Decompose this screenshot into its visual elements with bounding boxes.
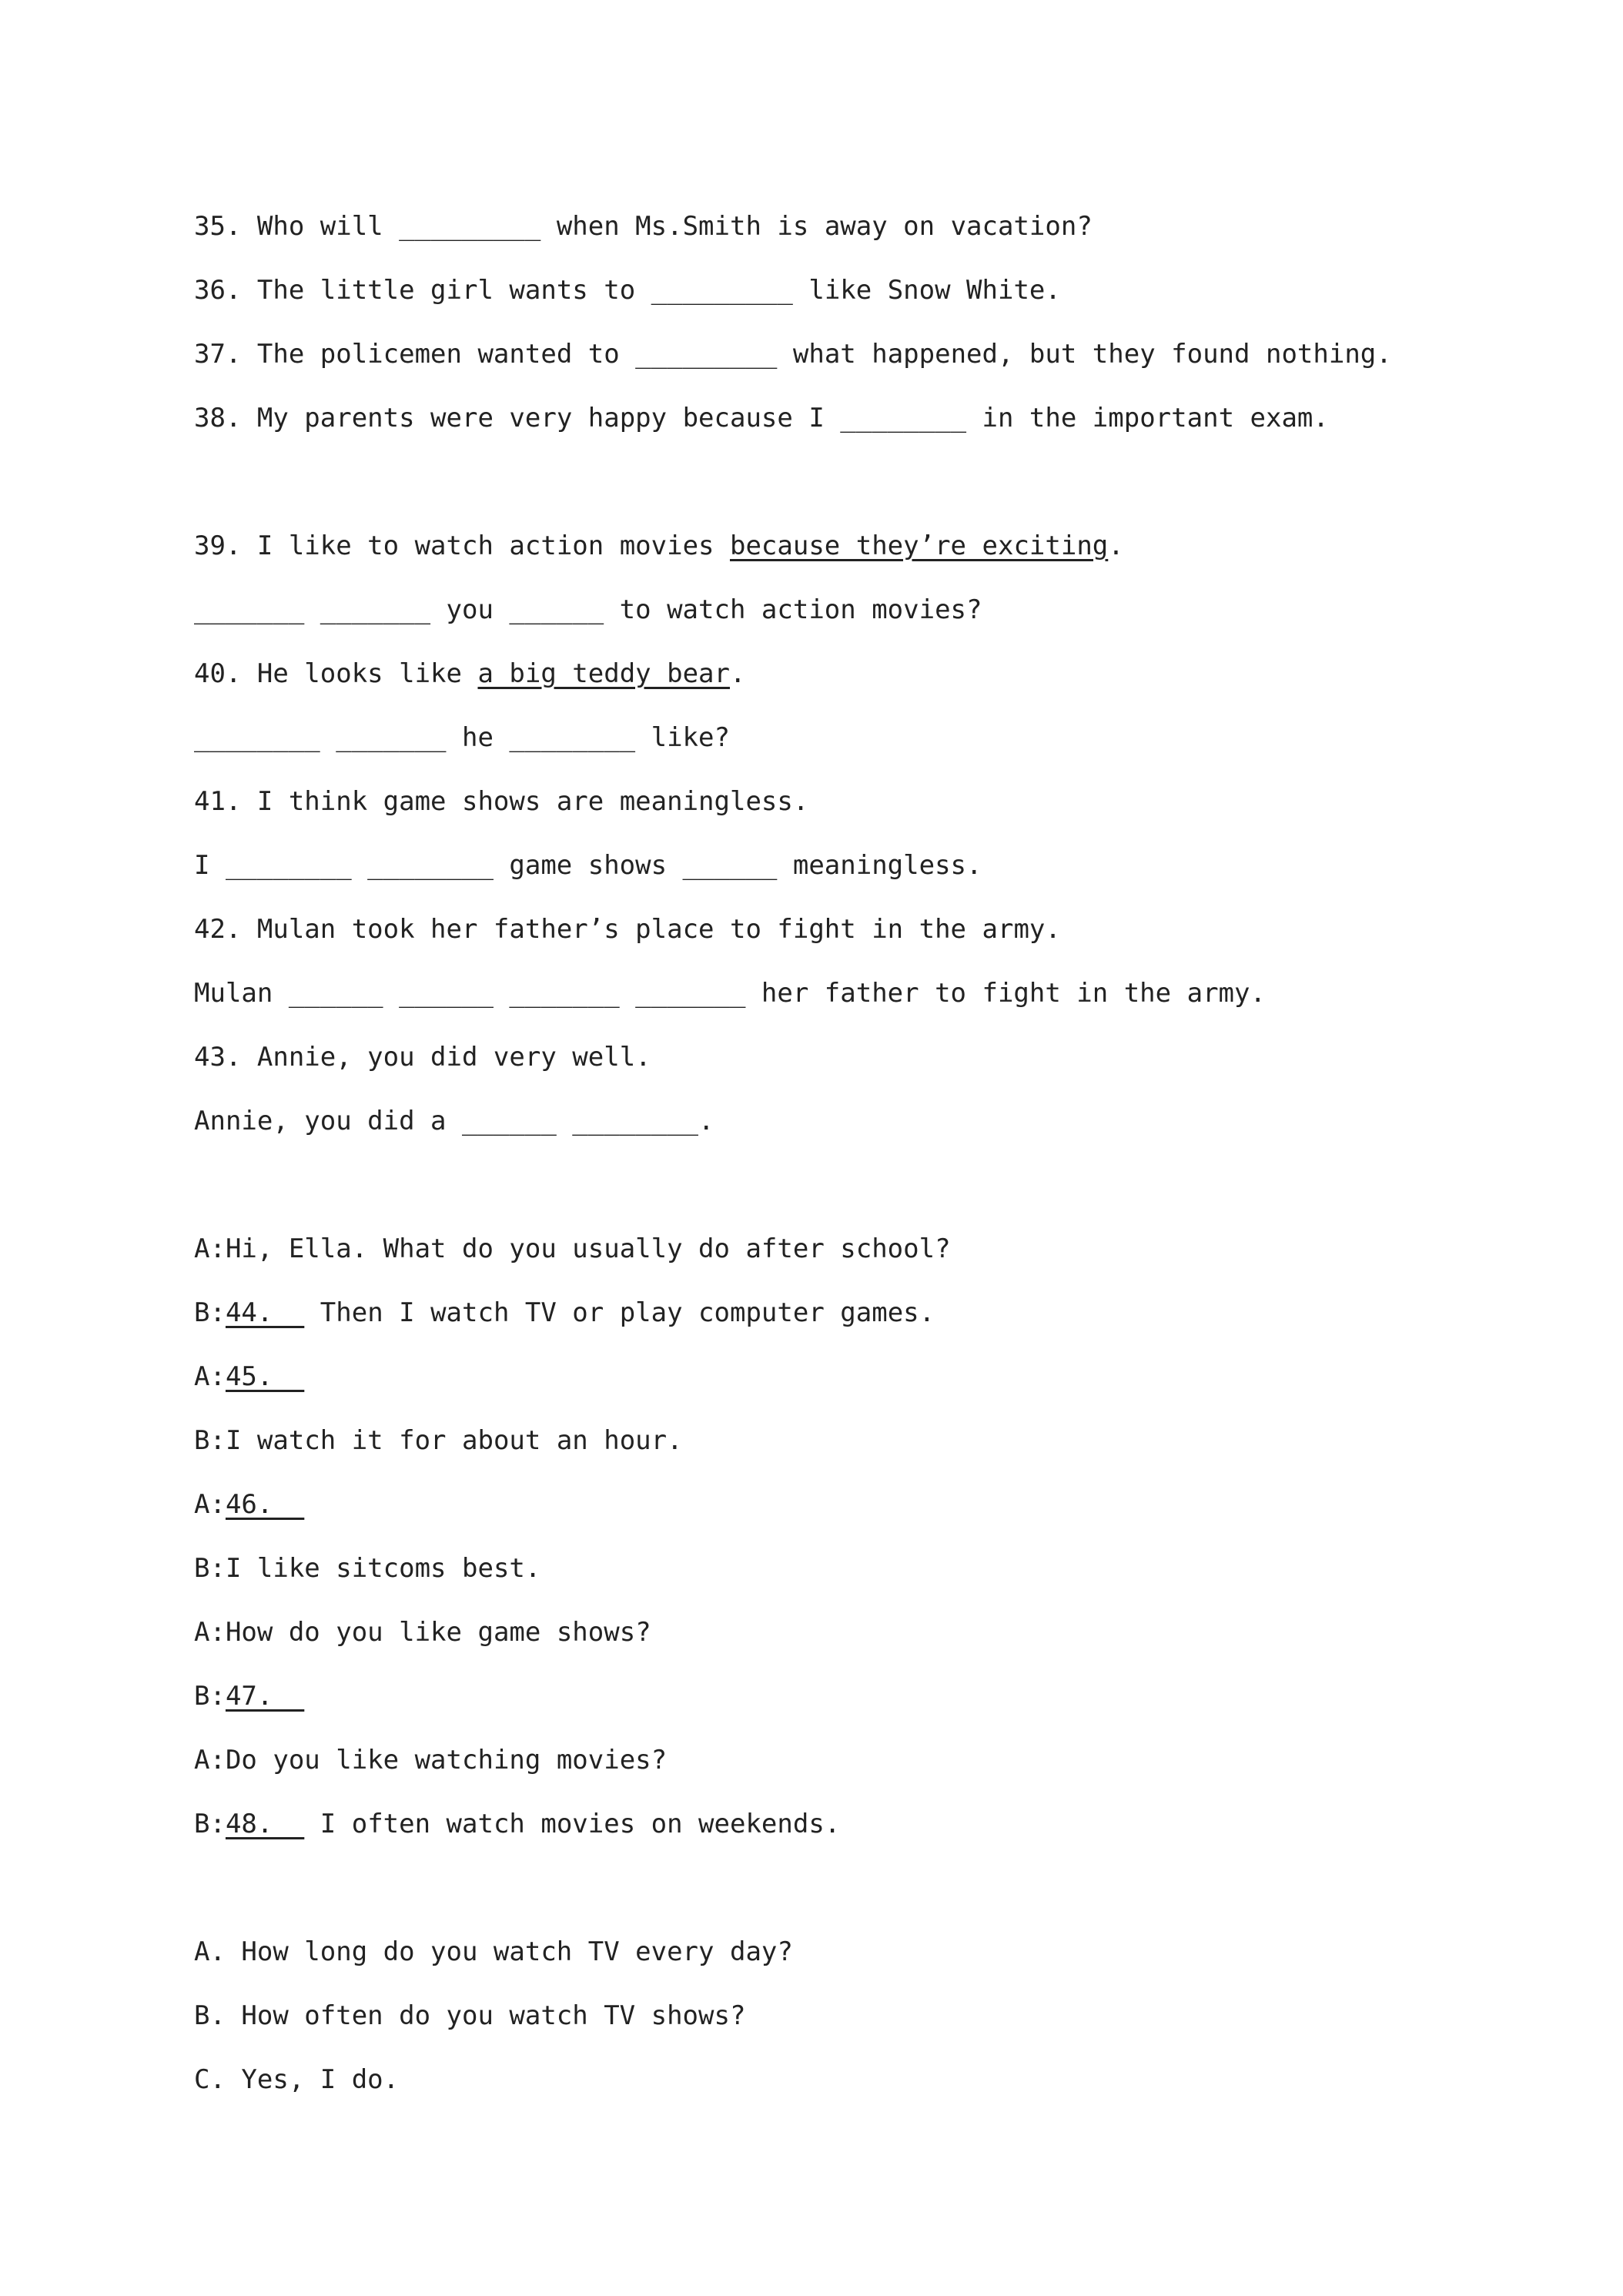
- question-text: I like to watch action movies: [256, 530, 730, 561]
- answer-blank: ________: [840, 403, 967, 433]
- question-number: 35.: [194, 211, 257, 242]
- question-39: [194, 529, 1124, 563]
- dialogue-line: [194, 1743, 667, 1777]
- speaker-label: B:: [194, 1297, 226, 1328]
- question-text: .: [729, 658, 746, 689]
- dialogue-blank: 46.: [225, 1489, 305, 1520]
- answer-line-41: I ________ ________ game shows ______ meaningless.: [194, 850, 982, 881]
- dialogue-text: I often watch movies on weekends.: [304, 1809, 841, 1839]
- question-42: [194, 912, 1061, 946]
- dialogue-blank: 44.: [225, 1297, 305, 1328]
- dialogue-line: [194, 1424, 683, 1458]
- question-text: Who will: [256, 211, 400, 242]
- question-text: what happened, but they found nothing.: [777, 339, 1392, 370]
- answer-line-43: Annie, you did a ______ ________.: [194, 1106, 714, 1136]
- question-35: [194, 209, 1093, 243]
- question-text: Annie, you did very well.: [256, 1042, 651, 1073]
- question-text: My parents were very happy because I: [256, 403, 841, 433]
- question-38: [194, 401, 1329, 435]
- speaker-label: B:: [194, 1681, 226, 1712]
- dialogue-text: Do you like watching movies?: [225, 1745, 668, 1776]
- dialogue-text: I watch it for about an hour.: [225, 1425, 683, 1456]
- speaker-label: A:: [194, 1745, 226, 1776]
- dialogue-line: [194, 1551, 540, 1585]
- dialogue-blank: 45.: [225, 1361, 305, 1392]
- speaker-label: B:: [194, 1809, 226, 1839]
- answer-blank: _________: [635, 339, 778, 370]
- speaker-label: B:: [194, 1553, 226, 1584]
- question-number: 41.: [194, 786, 257, 817]
- dialogue-line: [194, 1488, 304, 1521]
- speaker-label: A:: [194, 1617, 226, 1648]
- dialogue-text: How do you like game shows?: [225, 1617, 651, 1648]
- dialogue-line: [194, 1232, 951, 1266]
- question-text: He looks like: [256, 658, 478, 689]
- speaker-label: A:: [194, 1489, 226, 1520]
- question-text: when Ms.Smith is away on vacation?: [540, 211, 1093, 242]
- dialogue-text: Then I watch TV or play computer games.: [304, 1297, 935, 1328]
- question-41: [194, 785, 808, 818]
- underlined-phrase: because they’re exciting: [729, 530, 1109, 561]
- question-number: 43.: [194, 1042, 257, 1073]
- option-c: C. Yes, I do.: [194, 2064, 400, 2095]
- dialogue-blank: 47.: [225, 1681, 305, 1712]
- question-40: [194, 657, 745, 691]
- question-37: [194, 337, 1392, 371]
- question-text: like Snow White.: [792, 275, 1061, 306]
- dialogue-text: Hi, Ella. What do you usually do after school?: [225, 1233, 951, 1264]
- underlined-phrase: a big teddy bear: [477, 658, 730, 689]
- dialogue-line: [194, 1615, 651, 1649]
- question-text: Mulan took her father’s place to fight in the army.: [256, 914, 1061, 945]
- question-number: 38.: [194, 403, 257, 433]
- question-text: in the important exam.: [966, 403, 1329, 433]
- dialogue-text: I like sitcoms best.: [225, 1553, 541, 1584]
- answer-line-42: Mulan ______ ______ _______ _______ her father to fight in the army.: [194, 978, 1266, 1009]
- dialogue-blank: 48.: [225, 1809, 305, 1839]
- question-text: I think game shows are meaningless.: [256, 786, 809, 817]
- speaker-label: B:: [194, 1425, 226, 1456]
- speaker-label: A:: [194, 1361, 226, 1392]
- question-43: [194, 1040, 651, 1074]
- question-text: .: [1108, 530, 1124, 561]
- question-number: 42.: [194, 914, 257, 945]
- option-a: A. How long do you watch TV every day?: [194, 1936, 793, 1967]
- option-b: B. How often do you watch TV shows?: [194, 2000, 746, 2031]
- question-number: 39.: [194, 530, 257, 561]
- question-number: 36.: [194, 275, 257, 306]
- dialogue-line: [194, 1296, 935, 1330]
- dialogue-line: [194, 1679, 304, 1713]
- answer-blank: _________: [651, 275, 793, 306]
- answer-line-39: _______ _______ you ______ to watch action movies?: [194, 594, 982, 625]
- question-number: 37.: [194, 339, 257, 370]
- speaker-label: A:: [194, 1233, 226, 1264]
- dialogue-line: [194, 1807, 840, 1841]
- question-36: [194, 273, 1061, 307]
- question-text: The little girl wants to: [256, 275, 651, 306]
- question-number: 40.: [194, 658, 257, 689]
- answer-line-40: ________ _______ he ________ like?: [194, 722, 730, 753]
- dialogue-line: [194, 1360, 304, 1394]
- question-text: The policemen wanted to: [256, 339, 636, 370]
- answer-blank: _________: [399, 211, 541, 242]
